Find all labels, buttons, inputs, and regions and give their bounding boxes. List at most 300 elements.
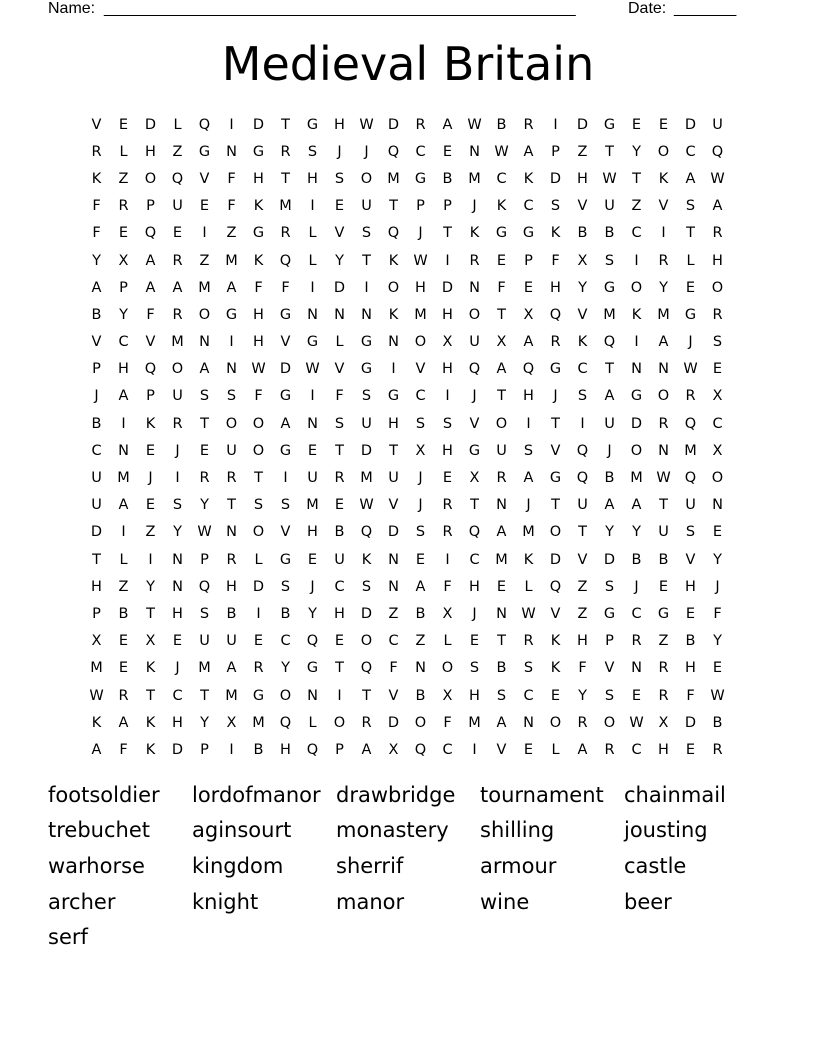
grid-cell: R	[442, 524, 453, 541]
grid-cell: X	[145, 633, 156, 650]
grid-cell: S	[253, 497, 264, 514]
grid-cell: E	[496, 578, 507, 595]
grid-row	[83, 410, 731, 437]
grid-cell: G	[279, 442, 292, 459]
grid-cell: N	[388, 551, 399, 568]
grid-cell: K	[631, 306, 642, 323]
grid-cell: E	[334, 633, 345, 650]
grid-cell: Z	[415, 633, 426, 650]
grid-cell: A	[604, 497, 615, 514]
grid-cell: I	[229, 116, 234, 133]
grid-cell: S	[361, 225, 372, 242]
grid-cell: R	[523, 633, 534, 650]
word-row	[48, 884, 768, 920]
grid-cell: O	[279, 687, 292, 704]
grid-cell: Q	[576, 470, 589, 487]
grid-cell: A	[415, 578, 426, 595]
word-item: monastery	[336, 818, 449, 843]
grid-cell: D	[360, 605, 373, 622]
grid-cell: I	[661, 225, 666, 242]
grid-cell: Q	[711, 143, 724, 160]
grid-cell: V	[280, 334, 291, 351]
grid-cell: T	[551, 497, 560, 514]
grid-cell: G	[252, 687, 265, 704]
grid-cell: C	[523, 687, 534, 704]
grid-cell: S	[361, 578, 372, 595]
grid-cell: B	[496, 116, 507, 133]
grid-cell: Q	[468, 361, 481, 378]
grid-cell: X	[388, 741, 399, 758]
grid-cell: S	[685, 198, 696, 215]
grid-cell: F	[92, 198, 101, 215]
grid-cell: H	[685, 578, 696, 595]
grid-cell: L	[551, 741, 560, 758]
grid-row	[83, 682, 731, 709]
grid-cell: S	[172, 497, 183, 514]
grid-cell: M	[603, 306, 616, 323]
grid-cell: D	[441, 279, 454, 296]
grid-cell: N	[415, 660, 426, 677]
grid-cell: I	[229, 334, 234, 351]
grid-cell: H	[91, 578, 102, 595]
grid-row	[83, 356, 731, 383]
grid-cell: Q	[549, 578, 562, 595]
grid-cell: E	[307, 442, 318, 459]
grid-cell: C	[442, 741, 453, 758]
grid-cell: Z	[577, 605, 588, 622]
grid-cell: F	[389, 660, 398, 677]
grid-cell: A	[685, 170, 696, 187]
word-item: chainmail	[624, 782, 726, 807]
grid-cell: A	[118, 714, 129, 731]
grid-cell: O	[333, 714, 346, 731]
grid-cell: L	[254, 551, 263, 568]
grid-cell: N	[334, 306, 345, 323]
grid-cell: G	[603, 279, 616, 296]
grid-cell: G	[279, 306, 292, 323]
grid-cell: Y	[578, 279, 587, 296]
grid-cell: S	[604, 687, 615, 704]
grid-row	[83, 628, 731, 655]
grid-cell: I	[121, 415, 126, 432]
grid-cell: P	[605, 633, 614, 650]
grid-cell: G	[252, 143, 265, 160]
grid-cell: S	[199, 388, 210, 405]
grid-cell: W	[521, 605, 536, 622]
word-item: footsoldier	[48, 782, 160, 807]
grid-cell: O	[360, 170, 373, 187]
grid-cell: N	[226, 143, 237, 160]
grid-cell: G	[306, 116, 319, 133]
grid-cell: Z	[577, 578, 588, 595]
grid-cell: N	[496, 605, 507, 622]
grid-cell: G	[630, 388, 643, 405]
grid-cell: B	[415, 605, 426, 622]
grid-cell: S	[523, 660, 534, 677]
grid-cell: M	[468, 170, 481, 187]
grid-cell: E	[685, 605, 696, 622]
grid-cell: N	[658, 442, 669, 459]
grid-cell: E	[118, 633, 129, 650]
grid-cell: U	[604, 415, 615, 432]
grid-cell: X	[658, 714, 669, 731]
grid-cell: A	[658, 334, 669, 351]
grid-cell: N	[172, 578, 183, 595]
grid-cell: I	[283, 470, 288, 487]
grid-cell: F	[578, 660, 587, 677]
grid-cell: R	[172, 415, 183, 432]
grid-cell: E	[712, 361, 723, 378]
grid-cell: R	[280, 143, 291, 160]
grid-cell: G	[279, 551, 292, 568]
grid-cell: U	[361, 198, 372, 215]
grid-cell: B	[496, 660, 507, 677]
grid-cell: O	[468, 306, 481, 323]
grid-cell: N	[307, 687, 318, 704]
grid-cell: W	[251, 361, 266, 378]
grid-cell: L	[308, 225, 317, 242]
grid-cell: E	[685, 279, 696, 296]
grid-cell: A	[523, 143, 534, 160]
grid-cell: P	[200, 741, 209, 758]
grid-cell: A	[577, 741, 588, 758]
grid-cell: R	[712, 306, 723, 323]
grid-cell: I	[391, 361, 396, 378]
grid-cell: J	[688, 334, 693, 351]
grid-cell: T	[200, 687, 209, 704]
grid-cell: S	[361, 388, 372, 405]
grid-cell: Z	[577, 143, 588, 160]
grid-cell: D	[252, 578, 265, 595]
grid-cell: Q	[387, 225, 400, 242]
grid-cell: V	[91, 116, 102, 133]
grid-cell: P	[92, 605, 101, 622]
grid-cell: I	[337, 687, 342, 704]
grid-cell: E	[172, 225, 183, 242]
grid-cell: Q	[360, 660, 373, 677]
grid-cell: O	[414, 714, 427, 731]
word-item: knight	[192, 889, 259, 914]
grid-cell: Z	[631, 198, 642, 215]
grid-cell: B	[415, 687, 426, 704]
grid-cell: T	[632, 170, 641, 187]
grid-cell: T	[389, 198, 398, 215]
grid-cell: I	[256, 605, 261, 622]
word-item: armour	[480, 853, 557, 878]
grid-cell: D	[684, 116, 697, 133]
grid-cell: N	[469, 143, 480, 160]
grid-cell: K	[145, 415, 156, 432]
grid-cell: O	[630, 442, 643, 459]
grid-cell: A	[361, 741, 372, 758]
grid-cell: R	[118, 687, 129, 704]
grid-cell: J	[715, 578, 720, 595]
grid-cell: I	[175, 470, 180, 487]
grid-cell: T	[605, 143, 614, 160]
grid-cell: E	[145, 442, 156, 459]
grid-cell: Z	[658, 633, 669, 650]
grid-cell: Y	[200, 714, 209, 731]
grid-row	[83, 600, 731, 627]
grid-cell: U	[469, 334, 480, 351]
grid-cell: A	[172, 279, 183, 296]
grid-cell: U	[199, 633, 210, 650]
grid-cell: M	[468, 714, 481, 731]
grid-cell: E	[550, 687, 561, 704]
grid-cell: B	[604, 470, 615, 487]
date-line: _______	[674, 0, 737, 17]
grid-cell: I	[445, 551, 450, 568]
grid-cell: H	[118, 361, 129, 378]
grid-cell: T	[281, 116, 290, 133]
grid-cell: K	[658, 170, 669, 187]
grid-cell: M	[657, 306, 670, 323]
grid-cell: H	[712, 252, 723, 269]
grid-cell: O	[549, 524, 562, 541]
grid-cell: F	[443, 714, 452, 731]
grid-cell: A	[496, 361, 507, 378]
grid-cell: G	[306, 334, 319, 351]
grid-cell: J	[148, 470, 153, 487]
grid-cell: M	[171, 334, 184, 351]
grid-cell: G	[225, 306, 238, 323]
grid-cell: O	[252, 524, 265, 541]
grid-cell: S	[280, 497, 291, 514]
grid-cell: R	[658, 415, 669, 432]
grid-cell: B	[91, 415, 102, 432]
grid-cell: S	[496, 687, 507, 704]
grid-cell: A	[523, 470, 534, 487]
grid-cell: O	[711, 470, 724, 487]
grid-cell: K	[361, 551, 372, 568]
grid-cell: W	[710, 687, 725, 704]
grid-cell: B	[712, 714, 723, 731]
grid-cell: K	[253, 252, 264, 269]
grid-row	[83, 492, 731, 519]
grid-cell: I	[472, 741, 477, 758]
page-title: Medieval Britain	[221, 37, 595, 91]
grid-cell: K	[145, 741, 156, 758]
grid-cell: D	[360, 442, 373, 459]
grid-cell: I	[634, 252, 639, 269]
grid-cell: R	[442, 497, 453, 514]
grid-cell: Y	[605, 524, 614, 541]
grid-cell: E	[685, 741, 696, 758]
grid-cell: A	[226, 660, 237, 677]
grid-cell: M	[225, 252, 238, 269]
grid-cell: O	[387, 279, 400, 296]
grid-cell: U	[388, 470, 399, 487]
grid-cell: U	[658, 524, 669, 541]
grid-cell: N	[523, 714, 534, 731]
grid-cell: D	[252, 116, 265, 133]
grid-row	[83, 111, 731, 138]
grid-cell: I	[445, 252, 450, 269]
grid-cell: B	[334, 524, 345, 541]
grid-cell: P	[146, 198, 155, 215]
grid-cell: U	[496, 442, 507, 459]
grid-cell: O	[252, 442, 265, 459]
grid-cell: W	[683, 361, 698, 378]
grid-cell: D	[387, 714, 400, 731]
grid-cell: S	[199, 605, 210, 622]
name-label: Name:	[48, 0, 96, 17]
grid-cell: C	[118, 334, 129, 351]
grid-cell: N	[631, 660, 642, 677]
word-item: warhorse	[48, 853, 145, 878]
grid-cell: H	[253, 170, 264, 187]
grid-cell: I	[148, 551, 153, 568]
grid-cell: Q	[549, 306, 562, 323]
word-item: lordofmanor	[192, 782, 321, 807]
grid-cell: X	[469, 470, 480, 487]
grid-cell: M	[252, 714, 265, 731]
grid-cell: Y	[713, 551, 722, 568]
grid-cell: H	[442, 306, 453, 323]
grid-cell: N	[712, 497, 723, 514]
grid-cell: K	[145, 714, 156, 731]
grid-cell: C	[91, 442, 102, 459]
grid-cell: U	[226, 442, 237, 459]
grid-cell: P	[443, 198, 452, 215]
grid-cell: N	[307, 306, 318, 323]
grid-cell: M	[117, 470, 130, 487]
grid-cell: R	[91, 143, 102, 160]
grid-cell: T	[92, 551, 101, 568]
grid-cell: V	[334, 225, 345, 242]
grid-cell: H	[145, 143, 156, 160]
grid-cell: V	[658, 198, 669, 215]
grid-cell: J	[553, 388, 558, 405]
grid-cell: E	[415, 551, 426, 568]
grid-cell: Y	[173, 524, 182, 541]
grid-cell: I	[121, 524, 126, 541]
word-item: wine	[480, 889, 530, 914]
grid-cell: G	[306, 660, 319, 677]
grid-cell: M	[198, 660, 211, 677]
grid-cell: B	[91, 306, 102, 323]
grid-cell: P	[92, 361, 101, 378]
grid-cell: H	[307, 170, 318, 187]
grid-cell: M	[414, 306, 427, 323]
grid-cell: I	[310, 198, 315, 215]
grid-cell: K	[496, 198, 507, 215]
grid-cell: O	[657, 143, 670, 160]
grid-cell: L	[308, 252, 317, 269]
grid-cell: Q	[306, 633, 319, 650]
grid-cell: L	[443, 633, 452, 650]
grid-cell: H	[172, 605, 183, 622]
grid-cell: S	[523, 442, 534, 459]
grid-cell: N	[469, 279, 480, 296]
word-list	[48, 777, 768, 955]
word-item: serf	[48, 925, 88, 950]
grid-cell: G	[468, 442, 481, 459]
grid-cell: R	[172, 306, 183, 323]
grid-cell: R	[334, 470, 345, 487]
grid-cell: F	[254, 388, 263, 405]
grid-cell: E	[334, 198, 345, 215]
grid-cell: H	[469, 687, 480, 704]
grid-cell: J	[337, 143, 342, 160]
grid-cell: V	[145, 334, 156, 351]
grid-cell: Q	[171, 170, 184, 187]
grid-cell: C	[415, 143, 426, 160]
grid-cell: G	[495, 225, 508, 242]
grid-cell: H	[523, 388, 534, 405]
grid-cell: H	[226, 578, 237, 595]
grid-cell: T	[497, 306, 506, 323]
grid-cell: P	[335, 741, 344, 758]
grid-cell: H	[334, 605, 345, 622]
grid-cell: G	[360, 361, 373, 378]
grid-cell: V	[577, 551, 588, 568]
grid-cell: U	[577, 497, 588, 514]
grid-cell: X	[523, 306, 534, 323]
word-item: aginsourt	[192, 818, 292, 843]
grid-cell: F	[497, 279, 506, 296]
grid-cell: B	[577, 225, 588, 242]
grid-cell: C	[685, 143, 696, 160]
grid-cell: R	[415, 116, 426, 133]
word-row	[48, 919, 768, 955]
grid-cell: Y	[335, 252, 344, 269]
grid-cell: C	[172, 687, 183, 704]
grid-cell: N	[307, 415, 318, 432]
grid-cell: W	[305, 361, 320, 378]
grid-cell: D	[603, 551, 616, 568]
grid-cell: S	[334, 415, 345, 432]
grid-cell: O	[657, 388, 670, 405]
grid-cell: M	[306, 497, 319, 514]
grid-cell: L	[119, 143, 128, 160]
grid-cell: H	[415, 279, 426, 296]
grid-cell: D	[684, 714, 697, 731]
grid-cell: R	[172, 252, 183, 269]
grid-cell: R	[712, 225, 723, 242]
grid-cell: Y	[659, 279, 668, 296]
word-row	[48, 813, 768, 849]
word-item: manor	[336, 889, 405, 914]
grid-cell: R	[469, 252, 480, 269]
grid-cell: G	[549, 361, 562, 378]
word-row	[48, 848, 768, 884]
grid-cell: E	[199, 198, 210, 215]
grid-cell: T	[686, 225, 695, 242]
grid-cell: V	[334, 361, 345, 378]
grid-cell: A	[118, 497, 129, 514]
grid-cell: J	[472, 198, 477, 215]
grid-cell: F	[335, 388, 344, 405]
grid-cell: E	[118, 116, 129, 133]
grid-cell: I	[553, 116, 558, 133]
grid-cell: C	[631, 741, 642, 758]
word-item: kingdom	[192, 853, 284, 878]
grid-cell: Y	[632, 143, 641, 160]
grid-row	[83, 274, 731, 301]
grid-cell: B	[685, 633, 696, 650]
grid-cell: B	[631, 551, 642, 568]
grid-cell: Y	[281, 660, 290, 677]
grid-cell: K	[577, 334, 588, 351]
grid-cell: N	[388, 578, 399, 595]
grid-cell: V	[91, 334, 102, 351]
grid-cell: W	[629, 714, 644, 731]
grid-cell: R	[226, 470, 237, 487]
grid-cell: S	[577, 388, 588, 405]
grid-cell: P	[416, 198, 425, 215]
grid-cell: Z	[118, 170, 129, 187]
